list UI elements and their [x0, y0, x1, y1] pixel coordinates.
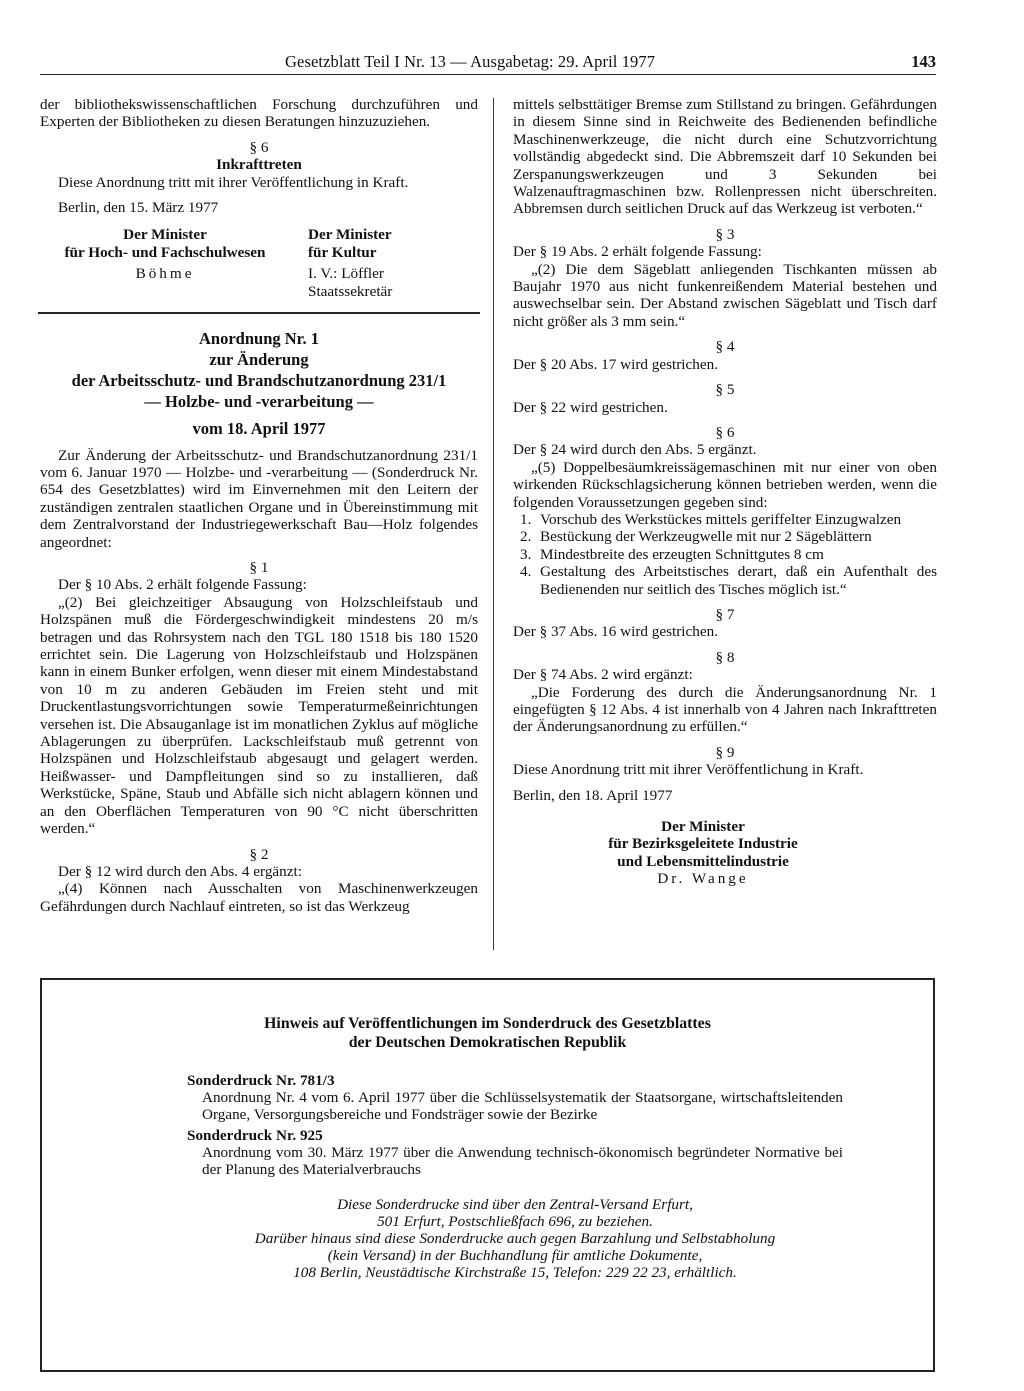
section-number: § 6	[715, 423, 735, 441]
section-text: Der § 12 wird durch den Abs. 4 ergänzt:	[58, 862, 302, 880]
list-item	[513, 546, 937, 563]
section-number: § 9	[715, 743, 735, 761]
sonderdruck-notice-box	[40, 978, 935, 1372]
section-text: Der § 24 wird durch den Abs. 5 ergänzt.	[513, 441, 757, 459]
list-item	[513, 511, 937, 528]
section-text: Der § 37 Abs. 16 wird gestrichen.	[513, 623, 718, 641]
section-number: § 2	[249, 845, 269, 863]
section-number: § 7	[715, 605, 735, 623]
list-text: Vorschub des Werkstückes mittels geriffelter Einzugwalzen	[540, 510, 902, 528]
ordinance-heading	[40, 328, 478, 439]
section-text: Der § 74 Abs. 2 wird ergänzt:	[513, 666, 693, 684]
quoted-text: „(2) Bei gleichzeitiger Absaugung von Holzschleifstaub und Holzspänen muß die Fördergeschwindigkeit mindestens 20 m/s betragen und das Rohrsystem nach den TGL 180 1518 bis 180 1520 errichtet sein. Die Lagerung von Holzschleifstaub und Holzspänen kann in einem Bunker erfolgen, wenn dieser mit einem Mindestabstand von 10 m zu anderen Gebäuden im Freien steht und mit Druckentlastungsvorrichtungen sowie Temperaturmeßeinrichtungen versehen ist. Die Absauganlage ist im monatlichen Zyklus auf mögliche Ablagerungen zu überprüfen. Lackschleifstaub muß getrennt von Holzspänen und Holzschleifstaub abgesaugt und gelagert werden. Heißwasser- und Dampfleitungen sind so zu installieren, daß Werkstücke, Späne, Staub und Abfälle sich nicht ablagern können und an den Oberflächen Temperaturen von 90 °C nicht überschritten werden.“	[40, 593, 478, 838]
column-divider	[493, 98, 494, 950]
section-number: § 6	[249, 138, 269, 156]
list-number: 4.	[520, 563, 532, 581]
page-number: 143	[911, 52, 936, 71]
place-date: Berlin, den 18. April 1977	[513, 786, 673, 804]
list-item	[513, 563, 937, 598]
sonderdruck-title: Sonderdruck Nr. 925	[187, 1127, 323, 1144]
place-date: Berlin, den 15. März 1977	[58, 199, 219, 217]
signature-office: für Hoch- und Fachschulwesen	[64, 243, 266, 261]
section-number: § 1	[249, 559, 269, 576]
section-number: § 4	[715, 338, 735, 356]
signature-office: für Kultur	[308, 243, 377, 261]
signature-role: Staatssekretär	[308, 282, 393, 300]
info-line: 108 Berlin, Neustädtische Kirchstraße 15, Telefon: 229 22 23, erhältlich.	[293, 1264, 737, 1281]
list-number: 1.	[520, 510, 532, 528]
right-column	[513, 96, 937, 888]
signature-office: Der Minister	[661, 818, 745, 836]
sonderdruck-text: Anordnung vom 30. März 1977 über die Anwendung technisch-ökonomisch begründeter Normative bei der Planung des Materialverbrauchs	[202, 1144, 843, 1178]
list-text: Gestaltung des Arbeitstisches derart, daß ein Aufenthalt des Bedienenden nur seitlich des Tisches möglich ist.“	[540, 563, 937, 598]
left-continuation: der bibliothekswissenschaftlichen Forschung durchzuführen und Experten der Bibliotheken zu diesen Beratungen hinzuzuziehen.	[40, 96, 478, 131]
signature-office: Der Minister	[308, 226, 392, 244]
page-header	[40, 52, 936, 75]
left-column	[40, 96, 478, 915]
info-line: Darüber hinaus sind diese Sonderdrucke auch gegen Barzahlung und Selbstabholung	[254, 1230, 776, 1247]
section-number: § 8	[715, 648, 735, 666]
list-item	[513, 528, 937, 545]
list-number: 3.	[520, 545, 532, 563]
list-text: Mindestbreite des erzeugten Schnittgutes 8 cm	[540, 545, 824, 563]
signature-row	[40, 226, 478, 300]
right-continuation: mittels selbsttätiger Bremse zum Stillstand zu bringen. Gefährdungen in diesem Sinne sind in Reichweite des Bedienenden befindliche Maschinenwerkzeuge, die nicht durch eine Schutzvorrichtung vollständig abgedeckt sind. Die Abbremszeit darf 10 Sekunden bei Zerspanungswerkzeugen und 3 Sekunden bei Walzenauftragmaschinen bzw. Rollenpressen nicht überschreiten. Abbremsen durch seitlichen Druck auf das Werkzeug ist verboten.“	[513, 96, 937, 218]
signature-left	[40, 226, 290, 300]
signature-name: I. V.: Löffler	[308, 265, 384, 283]
section-text: Diese Anordnung tritt mit ihrer Veröffentlichung in Kraft.	[58, 173, 409, 191]
quoted-text: „(2) Die dem Sägeblatt anliegenden Tischkanten müssen ab Baujahr 1970 aus nicht funkenreißendem Material bestehen und auswechselbar sein. Der Abstand zwischen Sägeblatt und Tisch darf nicht größer als 3 mm sein.“	[513, 260, 937, 330]
sonderdruck-title: Sonderdruck Nr. 781/3	[187, 1072, 335, 1089]
signature-office: für Bezirksgeleitete Industrie	[608, 835, 798, 853]
heading-line: der Arbeitsschutz- und Brandschutzanordnung 231/1	[71, 370, 447, 390]
notice-heading	[42, 1014, 933, 1052]
section-number: § 5	[715, 381, 735, 399]
section-number: § 3	[715, 225, 735, 243]
signature-block	[553, 818, 853, 888]
info-line: Diese Sonderdrucke sind über den Zentral-Versand Erfurt,	[337, 1196, 693, 1213]
signature-office: und Lebensmittelindustrie	[617, 852, 789, 870]
section-text: Der § 19 Abs. 2 erhält folgende Fassung:	[513, 243, 762, 261]
quoted-text: „Die Forderung des durch die Änderungsanordnung Nr. 1 eingefügten § 12 Abs. 4 ist innerhalb von 4 Jahren nach Inkrafttreten der Änderungsanordnung zu erfüllen.“	[513, 683, 937, 736]
info-line: (kein Versand) in der Buchhandlung für amtliche Dokumente,	[327, 1247, 703, 1264]
requirements-list	[513, 511, 937, 598]
quoted-text: „(5) Doppelbesäumkreissägemaschinen mit nur einer von oben wirkenden Rückschlagsicherung können betrieben werden, wenn die folgenden Voraussetzungen gegeben sind:	[513, 458, 937, 511]
notice-body	[187, 1072, 843, 1281]
distribution-info	[187, 1196, 843, 1281]
section-text: Der § 22 wird gestrichen.	[513, 398, 668, 416]
section-rule	[38, 312, 480, 314]
section-text: Der § 20 Abs. 17 wird gestrichen.	[513, 355, 718, 373]
signature-name: Dr. Wange	[657, 870, 749, 888]
list-text: Bestückung der Werkzeugwelle mit nur 2 Sägeblättern	[540, 528, 872, 546]
sonderdruck-text: Anordnung Nr. 4 vom 6. April 1977 über die Schlüsselsystematik der Staatsorgane, wirtschaftsleitenden Organe, Versorgungsbereiche und Fondsträger sowie der Bezirke	[202, 1089, 843, 1123]
signature-right	[308, 226, 478, 300]
section-title: Inkrafttreten	[216, 156, 302, 174]
heading-line: Anordnung Nr. 1	[199, 328, 319, 348]
heading-line: vom 18. April 1977	[192, 418, 326, 438]
header-title: Gesetzblatt Teil I Nr. 13 — Ausgabetag: 29. April 1977	[285, 52, 656, 71]
heading-line: zur Änderung	[209, 349, 309, 369]
heading-line: — Holzbe- und -verarbeitung —	[144, 391, 374, 411]
heading-line: Hinweis auf Veröffentlichungen im Sonderdruck des Gesetzblattes	[264, 1015, 711, 1032]
signature-office: Der Minister	[123, 226, 207, 244]
quoted-text: „(4) Können nach Ausschalten von Maschinenwerkzeugen Gefährdungen durch Nachlauf eintreten, so ist das Werkzeug	[40, 880, 478, 915]
section-text: Der § 10 Abs. 2 erhält folgende Fassung:	[58, 576, 307, 594]
signature-name: Böhme	[135, 265, 195, 283]
info-line: 501 Erfurt, Postschließfach 696, zu beziehen.	[377, 1213, 653, 1230]
ordinance-intro: Zur Änderung der Arbeitsschutz- und Brandschutzanordnung 231/1 vom 6. Januar 1970 — Holzbe- und -verarbeitung — (Sonderdruck Nr. 654 des Gesetzblattes) wird im Einvernehmen mit den Leitern der zuständigen zentralen staatlichen Organe und in Übereinstimmung mit dem Zentralvorstand der Industriegewerkschaft Bau—Holz folgendes angeordnet:	[40, 446, 478, 551]
list-number: 2.	[520, 528, 532, 546]
section-text: Diese Anordnung tritt mit ihrer Veröffentlichung in Kraft.	[513, 761, 864, 779]
heading-line: der Deutschen Demokratischen Republik	[348, 1034, 627, 1051]
